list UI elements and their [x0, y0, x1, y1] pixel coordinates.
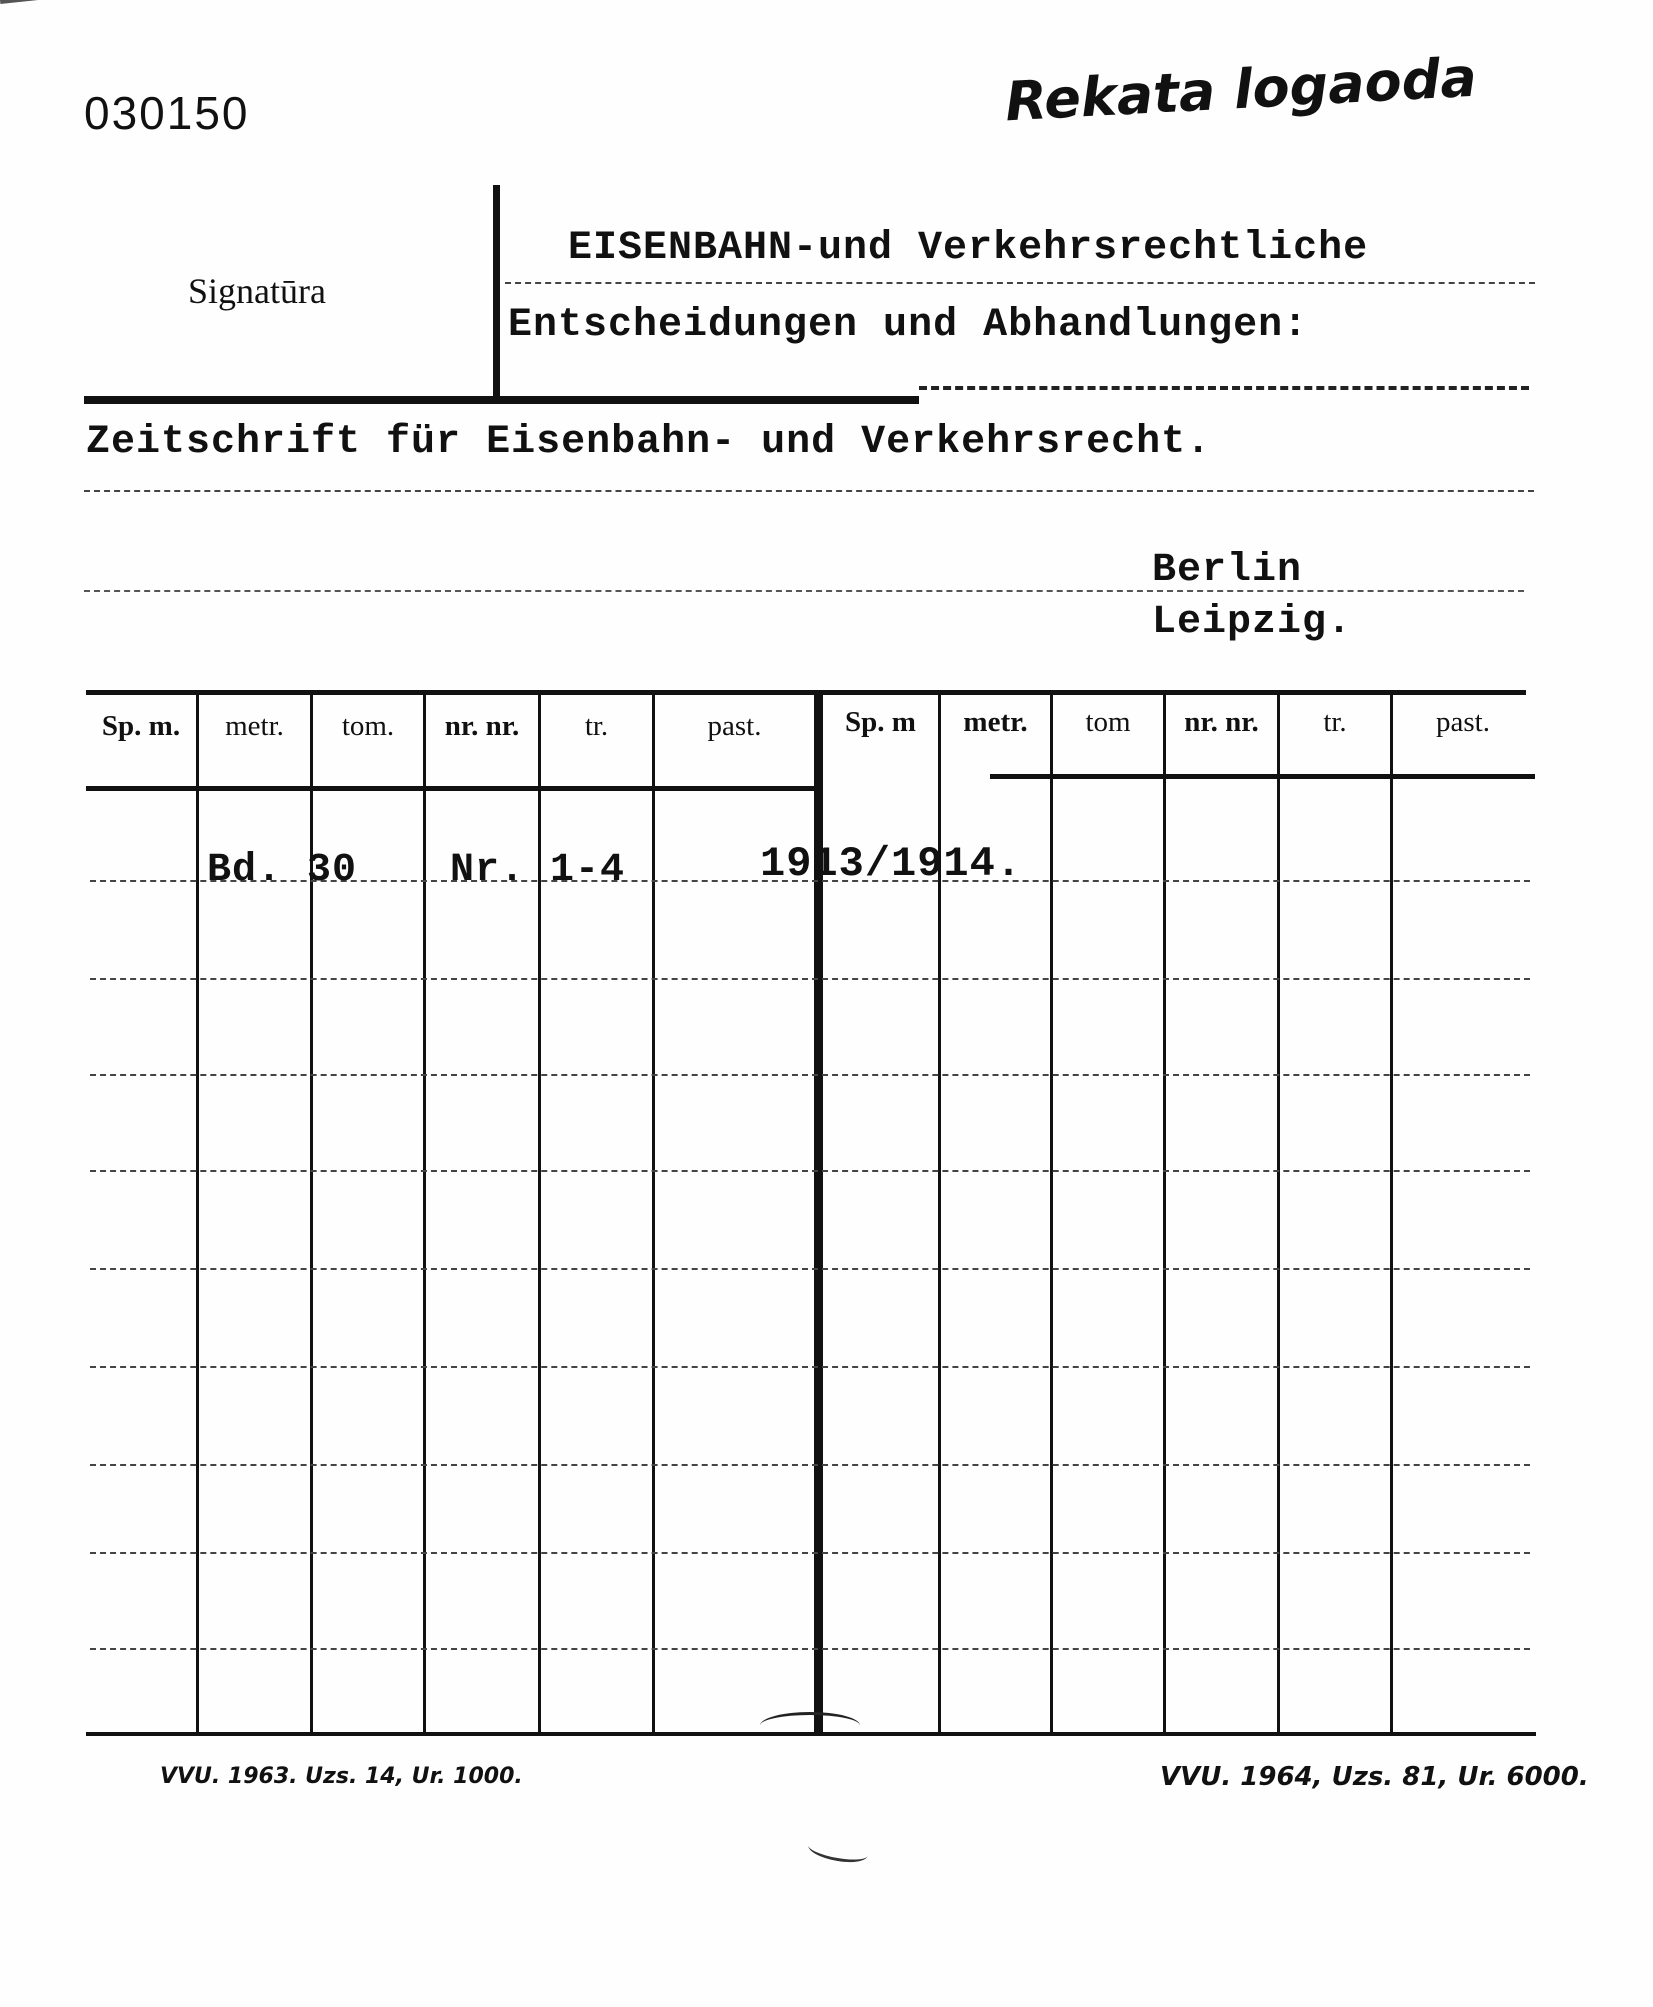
row-line	[90, 1170, 1530, 1172]
header-metr-right: metr.	[963, 706, 1028, 738]
header-sp-m-right: Sp. m	[845, 706, 916, 738]
row-line	[90, 1268, 1530, 1270]
header-nr-nr-right: nr. nr.	[1184, 706, 1259, 738]
place-line-1: Berlin	[1152, 548, 1303, 593]
header-sp-m: Sp. m.	[101, 710, 181, 742]
table-header-rule-right	[990, 774, 1535, 779]
title-line-2: Entscheidungen und Abhandlungen:	[508, 303, 1309, 348]
punch-mark	[760, 1712, 860, 1739]
blank-line	[84, 590, 1524, 592]
row-line	[90, 1648, 1530, 1650]
row-line	[90, 978, 1530, 980]
header-tom-right: tom	[1085, 706, 1131, 738]
col-line	[196, 692, 199, 1734]
col-line	[423, 692, 426, 1734]
title-underline-3	[84, 490, 1534, 492]
col-line	[1050, 692, 1053, 1734]
header-metr: metr.	[225, 710, 284, 742]
entry-volume: Bd. 30	[207, 848, 358, 893]
row-line	[90, 1074, 1530, 1076]
header-separator-dashed	[919, 386, 1529, 390]
signature-divider	[493, 185, 500, 397]
title-underline-1	[505, 282, 1535, 284]
row-line	[90, 1552, 1530, 1554]
place-line-2: Leipzig.	[1152, 600, 1353, 645]
row-line	[90, 1464, 1530, 1466]
title-line-1: EISENBAHN-und Verkehrsrechtliche	[568, 226, 1369, 271]
scan-edge-mark	[0, 0, 110, 4]
bottom-scan-mark	[807, 1835, 870, 1866]
title-line-3: Zeitschrift für Eisenbahn- und Verkehrsrecht.	[86, 420, 1212, 465]
header-nr-nr: nr. nr.	[444, 710, 520, 742]
footer-left-note: VVU. 1963. Uzs. 14, Ur. 1000.	[160, 1764, 523, 1789]
header-separator	[84, 396, 919, 404]
header-past: past.	[707, 710, 762, 742]
catalog-number: 030150	[84, 87, 250, 139]
header-past-right: past.	[1436, 706, 1490, 738]
col-line	[652, 692, 655, 1734]
signature-label: Signatūra	[188, 271, 326, 311]
col-line	[1277, 692, 1280, 1734]
header-tom: tom.	[341, 710, 395, 742]
handwritten-note: Rekata logaoda	[1003, 45, 1479, 134]
col-line	[1163, 692, 1166, 1734]
header-tr-right: tr.	[1323, 706, 1347, 738]
entry-numbers: Nr. 1-4	[450, 848, 626, 893]
header-tr: tr.	[584, 710, 609, 742]
entry-years: 1913/1914.	[760, 840, 1023, 888]
table-top-rule	[86, 690, 1526, 695]
col-line	[1390, 692, 1393, 1734]
row-line	[90, 1366, 1530, 1368]
footer-right-note: VVU. 1964, Uzs. 81, Ur. 6000.	[1160, 1762, 1589, 1792]
